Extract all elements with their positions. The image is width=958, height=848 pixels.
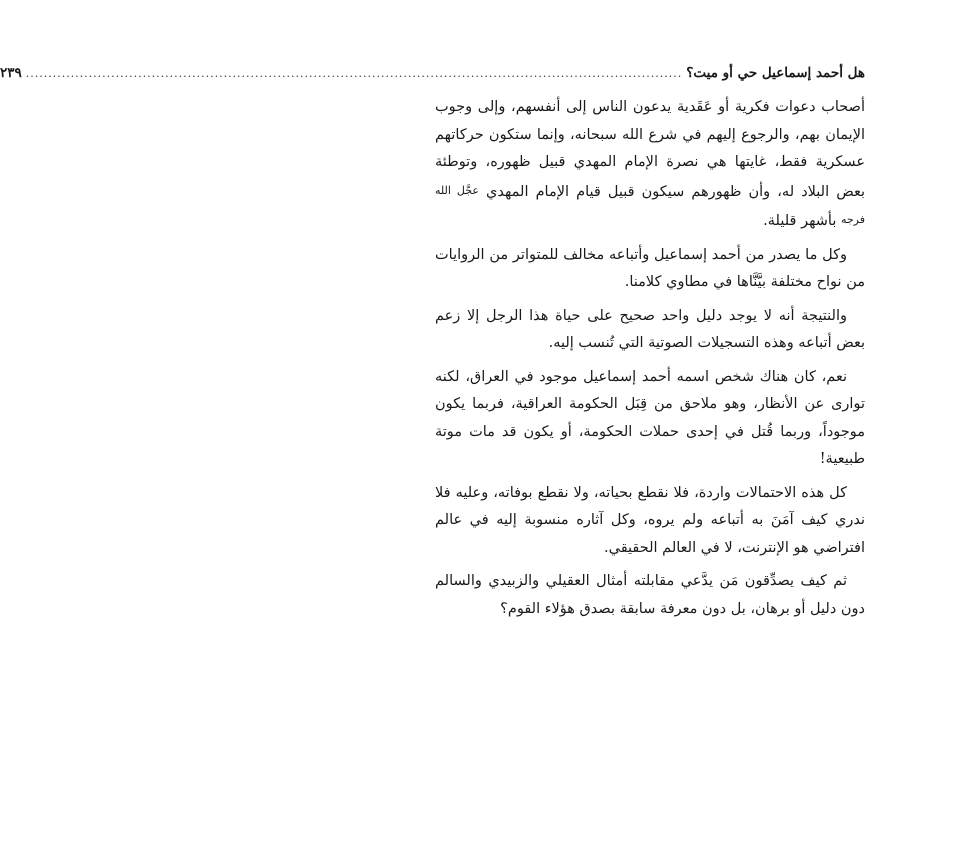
document-page <box>0 62 866 629</box>
paragraph-6: ثم كيف يصدِّقون مَن يدَّعي مقابلته أمثال العقيلي والزبيدي والسالم دون دليل أو برهان، بل دون معرفة سابقة بصدق هؤلاء القوم؟ <box>435 573 865 617</box>
paragraph-4: نعم، كان هناك شخص اسمه أحمد إسماعيل موجود في العراق، لكنه توارى عن الأنظار، وهو ملاحق من قِبَل الحكومة العراقية، فربما يكون موجوداً، وربما قُتل في إحدى حملات الحكومة، أو يكون قد مات موتة طبيعية! <box>435 368 865 467</box>
paragraph-3: والنتيجة أنه لا يوجد دليل واحد صحيح على حياة هذا الرجل إلا زعم بعض أتباعه وهذه التسجيلات الصوتية التي تُنسب إليه. <box>435 307 865 351</box>
running-header <box>0 62 865 84</box>
honorific-symbol: عجَّل الله فرجه <box>435 183 865 226</box>
paragraph-5: كل هذه الاحتمالات واردة، فلا نقطع بحياته، ولا نقطع بوفاته، وعليه فلا ندري كيف آمَنَ به أتباعه ولم يروه، وكل آثاره منسوبة إليه في عالم افتراضي هو الإنترنت، لا في العالم الحقيقي. <box>435 484 865 556</box>
paragraph-2: وكل ما يصدر من أحمد إسماعيل وأتباعه مخالف للمتواتر من الروايات من نواح مختلفة بيَّنَّاها في مطاوي كلامنا. <box>435 246 865 290</box>
paragraph-1-text-end: بأشهر قليلة. <box>763 213 837 229</box>
paragraph-1-text: أصحاب دعوات فكرية أو عَقَدية يدعون الناس إلى أنفسهم، وإلى وجوب الإيمان بهم، والرجوع إليهم في شرع الله سبحانه، وإنما ستكون حركاتهم عسكرية فقط، غايتها هي نصرة الإمام المهدي قبيل ظهوره، وتوطئة بعض البلاد له، وأن ظهورهم سيكون قبيل قيام الإمام المهدي <box>435 99 866 200</box>
page-number: ٢٣٩ <box>0 65 22 81</box>
header-title: هل أحمد إسماعيل حي أو ميت؟ <box>686 65 865 81</box>
dot-leader: .................................................................................................................................................. <box>25 67 683 80</box>
body-text <box>435 94 865 623</box>
paragraph-1 <box>435 94 865 236</box>
